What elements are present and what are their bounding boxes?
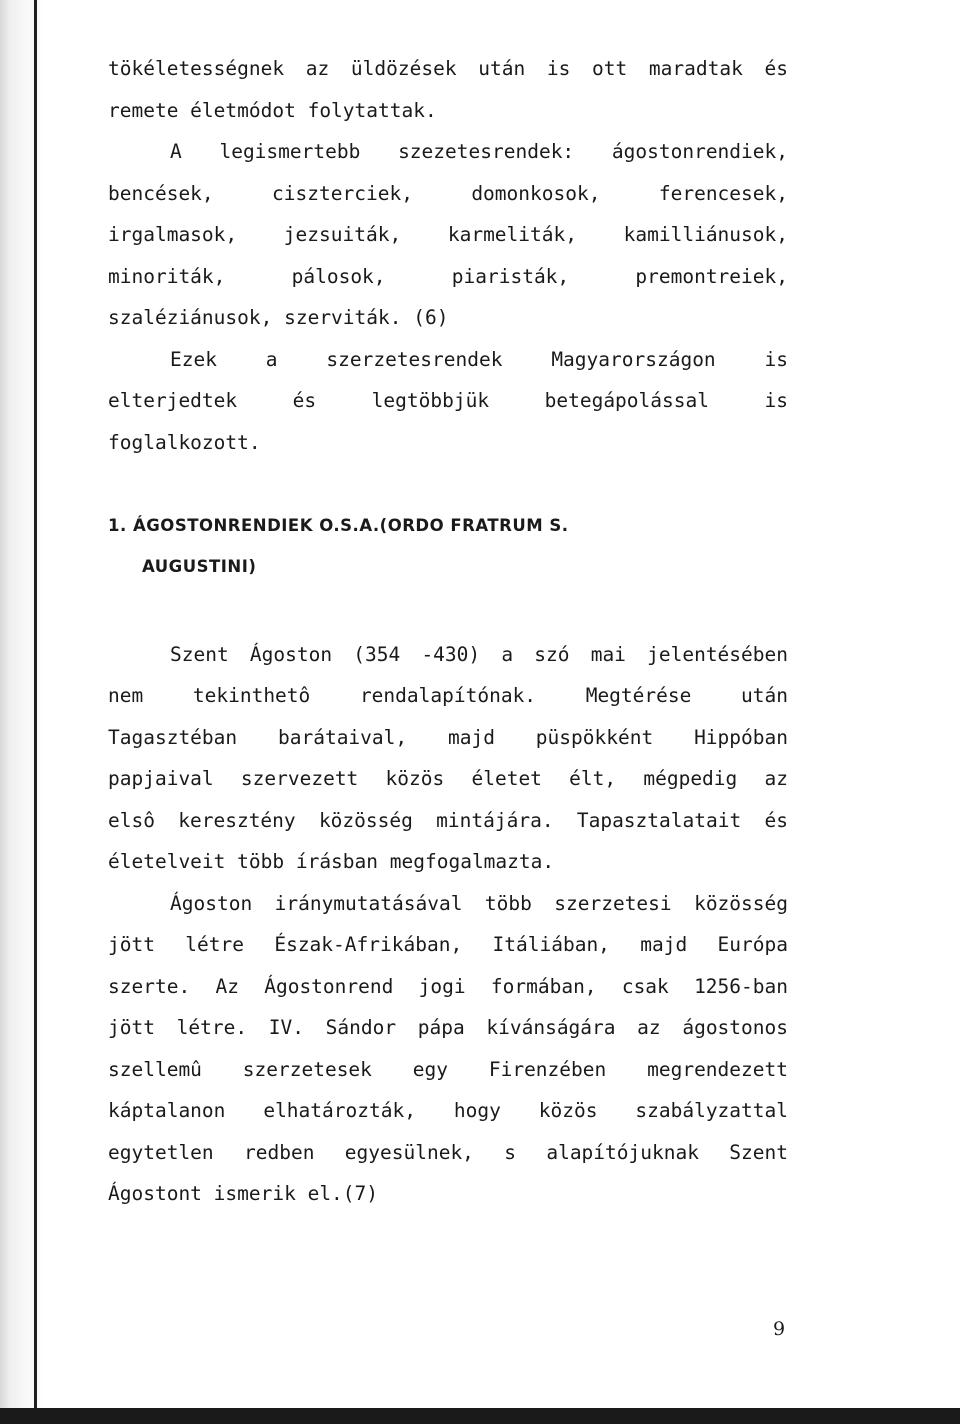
text-line: Ágostont ismerik el.(7) [108, 1182, 379, 1205]
text-line: foglalkozott. [108, 430, 261, 454]
paragraph [108, 48, 788, 131]
text-line: minoriták, pálosok, piaristák, premontreiek, [108, 264, 788, 288]
section-heading-line: 1. ÁGOSTONRENDIEK O.S.A.(ORDO FRATRUM S. [108, 515, 569, 535]
text-line: káptalanon elhatározták, hogy közös szabályzattal [108, 1099, 788, 1122]
text-line: tökéletességnek az üldözések után is ott maradtak és [108, 57, 788, 80]
text-line: Szent Ágoston (354 -430) a szó mai jelentésében [170, 642, 788, 666]
text-line: remete életmódot folytattak. [108, 98, 437, 122]
section-heading [108, 505, 788, 588]
paragraph [108, 883, 788, 1215]
page-number: 9 [773, 1318, 786, 1340]
text-line: irgalmasok, jezsuiták, karmeliták, kamilliánusok, [108, 223, 788, 246]
text-line: elsô keresztény közösség mintájára. Tapasztalatait és [108, 808, 788, 832]
text-line: jött létre Észak-Afrikában, Itáliában, majd Európa [108, 933, 788, 956]
section-heading-line: AUGUSTINI) [142, 557, 257, 576]
text-line: szellemû szerzetesek egy Firenzében megrendezett [108, 1057, 788, 1081]
text-line: Ágoston iránymutatásával több szerzetesi közösség [170, 891, 788, 915]
paragraph [108, 131, 788, 339]
text-line: A legismertebb szezetesrendek: ágostonrendiek, [170, 140, 788, 163]
document-page [108, 48, 788, 1215]
text-line: jött létre. IV. Sándor pápa kívánságára az ágostonos [108, 1016, 788, 1039]
text-line: nem tekinthetô rendalapítónak. Megtérése után [108, 684, 788, 707]
scan-bottom-edge [0, 1408, 960, 1424]
text-line: bencések, ciszterciek, domonkosok, ferencesek, [108, 181, 788, 205]
paragraph [108, 634, 788, 883]
text-line: életelveit több írásban megfogalmazta. [108, 850, 555, 873]
text-line: egytetlen redben egyesülnek, s alapítójuknak Szent [108, 1140, 788, 1164]
scan-edge-shadow [0, 0, 44, 1424]
text-line: Ezek a szerzetesrendek Magyarországon is [170, 347, 788, 371]
text-line: szerte. Az Ágostonrend jogi formában, csak 1256-ban [108, 974, 788, 998]
paragraph [108, 339, 788, 464]
text-line: papjaival szervezett közös életet élt, mégpedig az [108, 767, 788, 790]
text-line: szaléziánusok, szerviták. (6) [108, 306, 449, 329]
text-line: elterjedtek és legtöbbjük betegápolással is [108, 389, 788, 412]
text-line: Tagasztéban barátaival, majd püspökként Hippóban [108, 725, 788, 749]
